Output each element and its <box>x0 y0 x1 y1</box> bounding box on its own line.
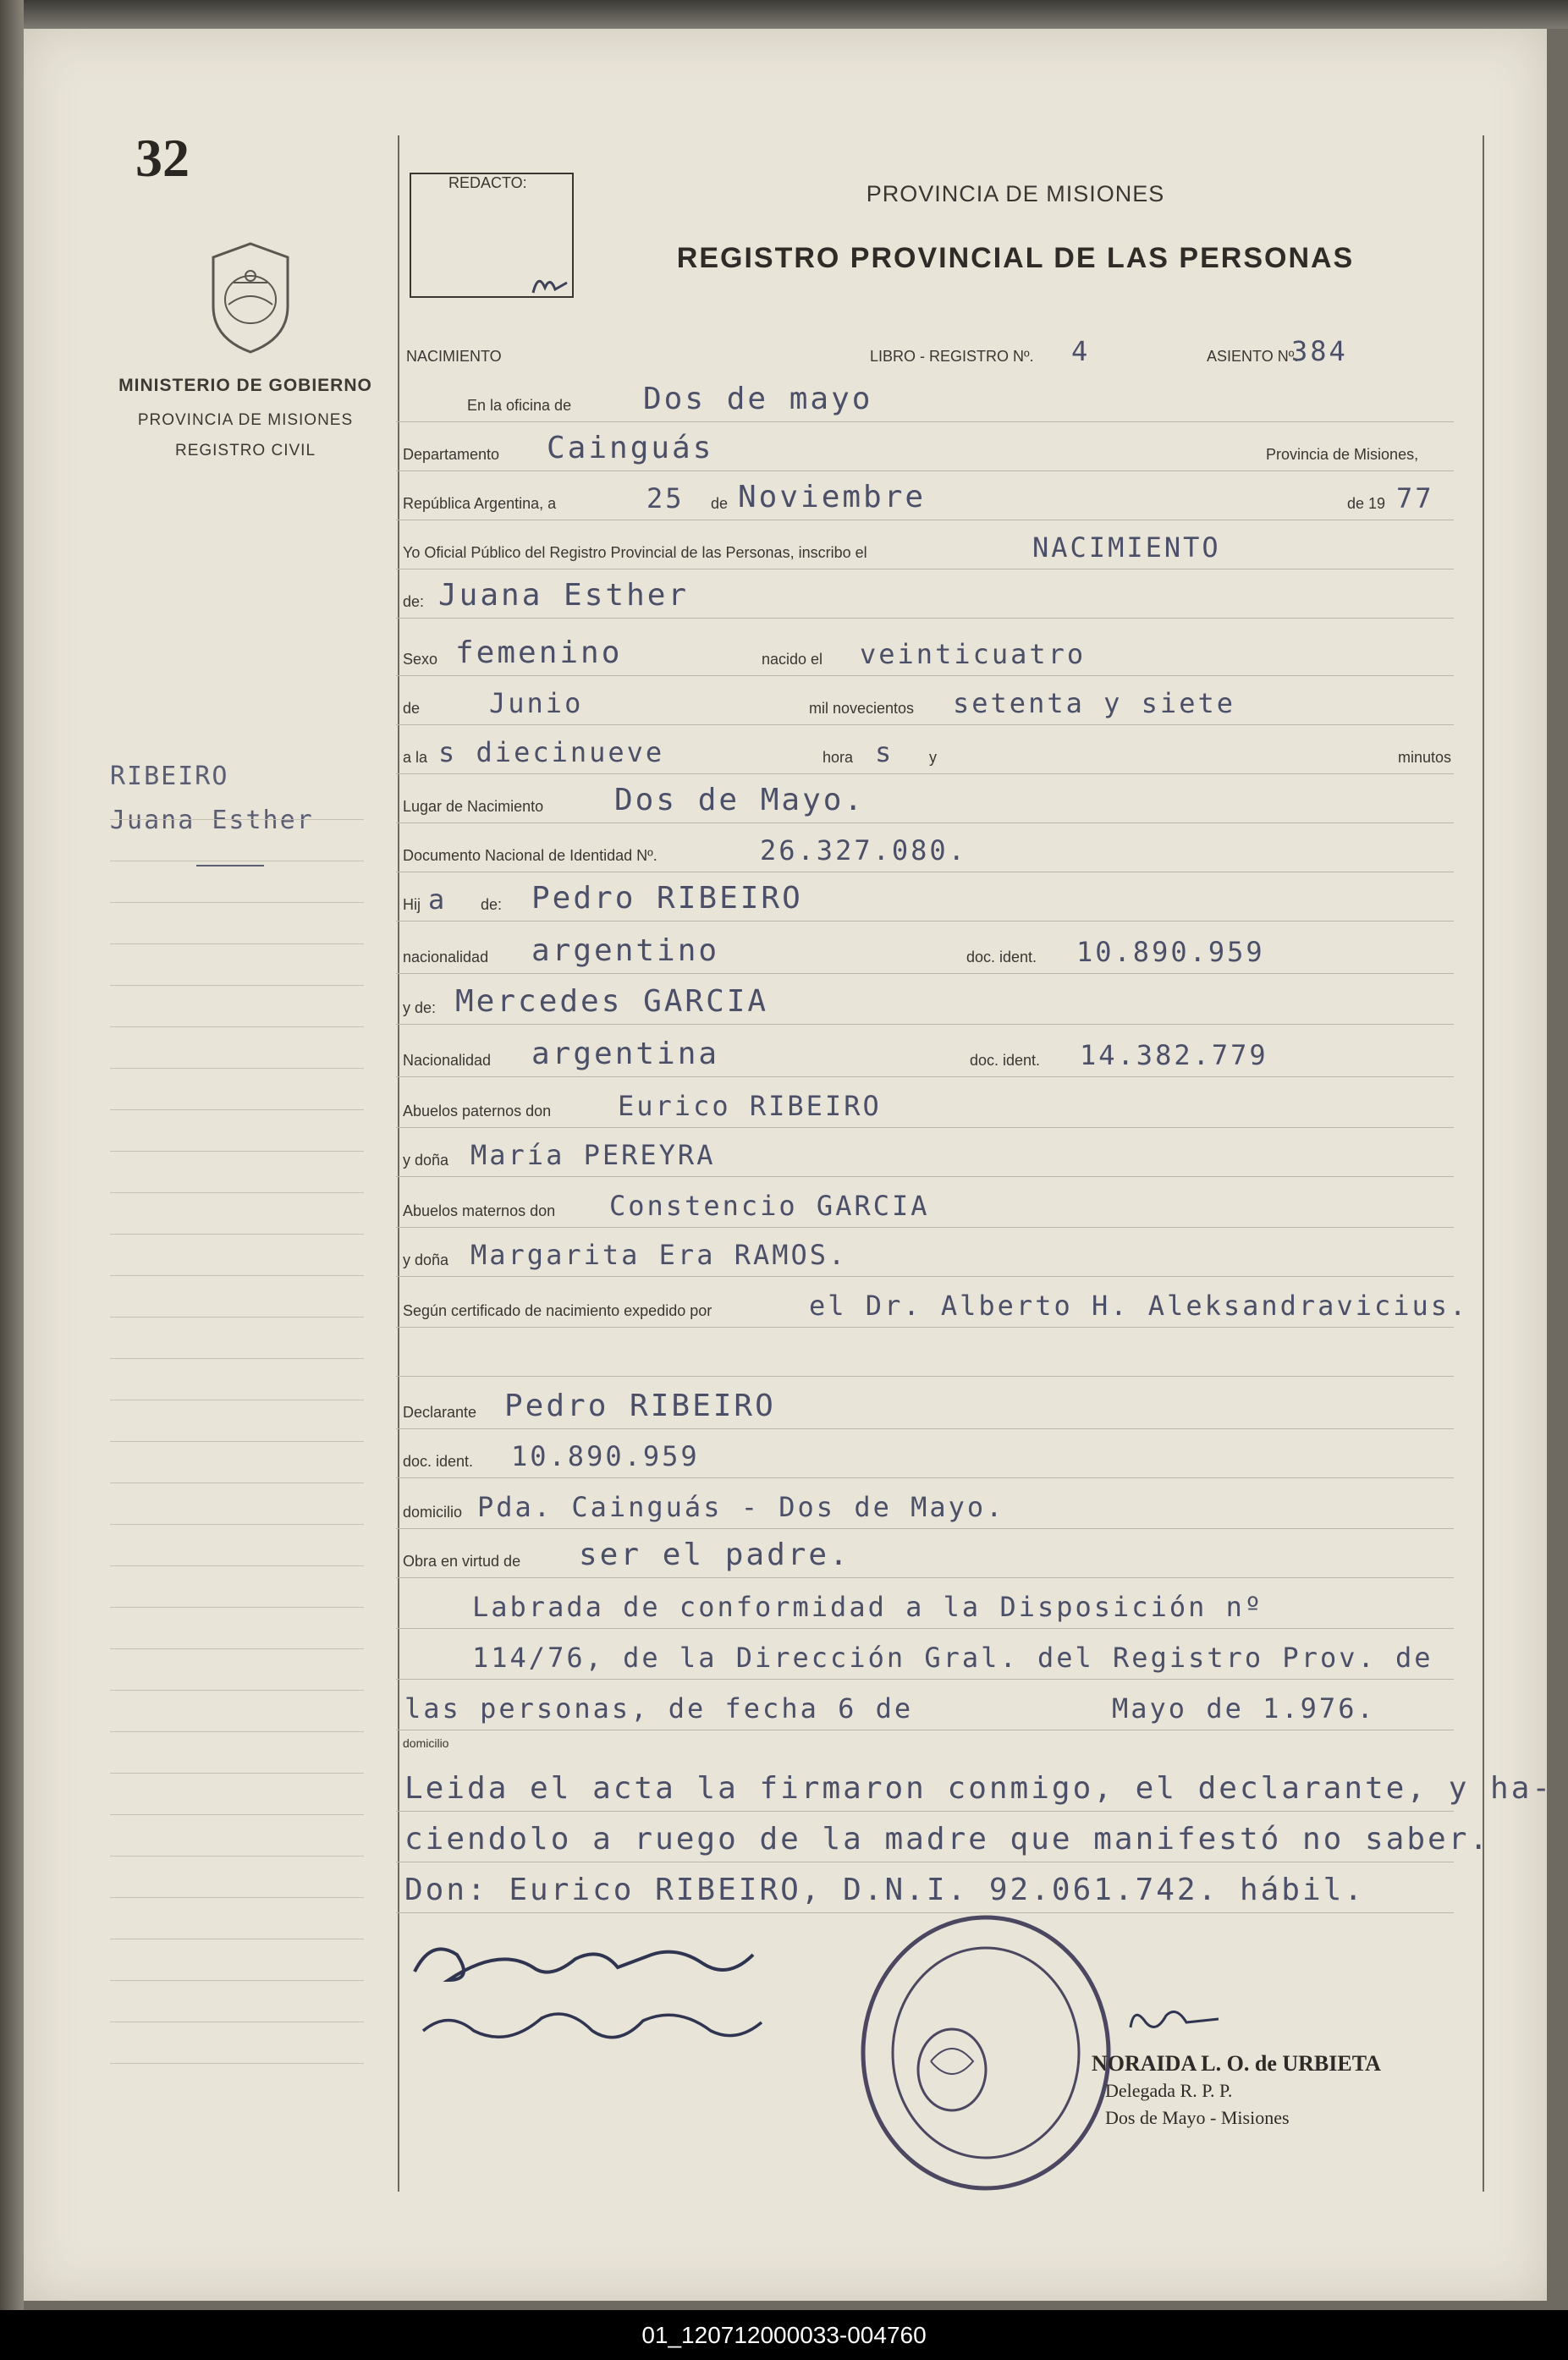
dni-label: Documento Nacional de Identidad Nº. <box>403 847 657 864</box>
asiento-value: 384 <box>1291 335 1348 367</box>
certificado-label: Según certificado de nacimiento expedido por <box>403 1302 712 1319</box>
provincial-seal-icon <box>200 239 301 357</box>
closing-line1: Leida el acta la firmaron conmigo, el declarante, y ha- <box>404 1771 1554 1806</box>
row-departamento <box>396 420 1454 471</box>
row-madre <box>396 973 1454 1025</box>
redacto-initials-icon <box>530 267 572 301</box>
name-label: de: <box>403 593 425 610</box>
alas-label: a la <box>403 749 428 766</box>
nacido-label: nacido el <box>762 651 823 668</box>
margin-note-given: Juana Esther <box>110 806 314 835</box>
nac2-label: Nacionalidad <box>403 1052 492 1069</box>
scan-identifier: 01_120712000033-004760 <box>0 2310 1568 2360</box>
dni-value: 26.327.080. <box>760 834 967 866</box>
year-value: 77 <box>1396 482 1434 514</box>
hora-value: s <box>875 736 894 768</box>
domicilio-value: Pda. Cainguás - Dos de Mayo. <box>477 1491 1005 1523</box>
row-blank <box>396 1325 1454 1377</box>
row-nombre <box>396 567 1454 619</box>
labrada-line3: las personas, de fecha 6 de <box>404 1692 914 1725</box>
doc1-label: doc. ident. <box>966 949 1037 965</box>
row-closing-1 <box>396 1760 1554 1812</box>
row-hora <box>396 723 1454 774</box>
padre-value: Pedro RIBEIRO <box>531 881 803 916</box>
birth-month-value: Junio <box>489 687 584 719</box>
domicilio-label: domicilio <box>403 1504 463 1521</box>
record-type-label: NACIMIENTO <box>406 348 502 365</box>
closing-line3: Don: Eurico RIBEIRO, D.N.I. 92.061.742. hábil. <box>404 1873 1365 1907</box>
dona2-label: y doña <box>403 1252 449 1268</box>
margin-ruled-lines <box>110 778 364 2064</box>
ministry-registry: REGISTRO CIVIL <box>174 442 316 459</box>
row-certificado <box>396 1276 1469 1328</box>
labrada-line2: 114/76, de la Dirección Gral. del Registro Prov. de <box>472 1642 1433 1674</box>
row-libro <box>396 322 1454 372</box>
abuelos-paternos-label: Abuelos paternos don <box>403 1103 552 1119</box>
folio-number: 32 <box>135 128 190 188</box>
doc3-value: 10.890.959 <box>511 1440 700 1472</box>
book-spine <box>0 0 24 2360</box>
inscribo-label: Yo Oficial Público del Registro Provincial de las Personas, inscribo el <box>403 544 867 561</box>
doc3-label: doc. ident. <box>403 1453 474 1470</box>
madre-label: y de: <box>403 999 437 1016</box>
abuelos-paternos-value: Eurico RIBEIRO <box>618 1090 882 1122</box>
row-labrada-1 <box>396 1577 1454 1629</box>
row-declarante <box>396 1378 1454 1429</box>
row-lugar <box>396 772 1454 823</box>
doc1-value: 10.890.959 <box>1076 936 1265 968</box>
abuelos-maternos-value: Constencio GARCIA <box>609 1190 930 1222</box>
oficina-label: En la oficina de <box>467 397 572 414</box>
day-value: 25 <box>646 482 685 514</box>
declarante-label: Declarante <box>403 1404 477 1421</box>
year-label: de 19 <box>1347 495 1386 512</box>
row-inscribo <box>396 518 1454 569</box>
sexo-value: femenino <box>455 635 623 670</box>
dona1-label: y doña <box>403 1152 449 1169</box>
libro-value: 4 <box>1071 335 1091 367</box>
dona2-value: Margarita Era RAMOS. <box>470 1239 848 1271</box>
lugar-label: Lugar de Nacimiento <box>403 798 544 815</box>
row-domicilio2 <box>396 1706 1454 1757</box>
row-obra <box>396 1527 1454 1578</box>
declarante-value: Pedro RIBEIRO <box>504 1389 776 1423</box>
nac1-value: argentino <box>531 933 720 968</box>
row-abuelos-paternos <box>396 1076 1454 1128</box>
row-fecha <box>396 469 1454 520</box>
row-oficina <box>396 371 1454 422</box>
header-registry: REGISTRO PROVINCIAL DE LAS PERSONAS <box>676 242 1355 274</box>
sexo-label: Sexo <box>403 651 438 668</box>
minutos-label: minutos <box>1398 749 1452 766</box>
libro-label: LIBRO - REGISTRO Nº. <box>870 348 1034 365</box>
row-abuela-materna <box>396 1225 1454 1277</box>
doc2-label: doc. ident. <box>970 1052 1041 1069</box>
nac2-value: argentina <box>531 1037 720 1071</box>
oficina-value: Dos de mayo <box>643 382 873 416</box>
month-value: Noviembre <box>738 480 927 514</box>
y-label: y <box>929 749 937 766</box>
closing-line2: ciendolo a ruego de la madre que manifestó no saber. <box>404 1822 1491 1857</box>
labrada-line1: Labrada de conformidad a la Disposición nº <box>472 1591 1264 1623</box>
row-domicilio <box>396 1477 1454 1529</box>
row-closing-2 <box>396 1811 1491 1862</box>
certificado-value: el Dr. Alberto H. Aleksandravicius. <box>809 1290 1469 1322</box>
madre-value: Mercedes GARCIA <box>455 984 769 1019</box>
obra-value: ser el padre. <box>579 1538 850 1572</box>
margin-note-surname: RIBEIRO <box>110 762 229 791</box>
departamento-label: Departamento <box>403 446 500 463</box>
redacto-label: REDACTO: <box>448 174 527 191</box>
de2-label: de <box>403 700 421 717</box>
ministry-province: PROVINCIA DE MISIONES <box>137 411 354 429</box>
ministry-title: MINISTERIO DE GOBIERNO <box>118 376 372 395</box>
row-closing-3 <box>396 1862 1454 1913</box>
mil-label: mil novecientos <box>809 700 915 717</box>
registry-seal-stamp-icon <box>855 1909 1117 2197</box>
header-province: PROVINCIA DE MISIONES <box>866 181 1165 206</box>
row-abuelos-maternos <box>396 1176 1454 1228</box>
de-label: de <box>711 495 729 512</box>
hora-label: hora <box>823 749 854 766</box>
abuelos-maternos-label: Abuelos maternos don <box>403 1202 556 1219</box>
inscribo-value: NACIMIENTO <box>1032 531 1221 564</box>
mil-value: setenta y siete <box>953 687 1235 719</box>
departamento-value: Cainguás <box>547 431 714 465</box>
handwritten-signatures-icon <box>398 1921 787 2065</box>
name-value: Juana Esther <box>438 578 690 613</box>
labrada-line3-end: Mayo de 1.976. <box>1112 1692 1376 1725</box>
row-abuela-paterna <box>396 1125 1454 1177</box>
provincia-label: Provincia de Misiones, <box>1266 446 1419 463</box>
row-doc3 <box>396 1427 1454 1478</box>
official-location: Dos de Mayo - Misiones <box>1105 2107 1290 2128</box>
doc2-value: 14.382.779 <box>1080 1039 1268 1071</box>
dona1-value: María PEREYRA <box>470 1139 716 1171</box>
domicilio2-label: domicilio <box>403 1736 449 1750</box>
official-signature-icon <box>1125 1997 1227 2039</box>
official-title: Delegada R. P. P. <box>1105 2080 1233 2101</box>
obra-label: Obra en virtud de <box>403 1553 521 1570</box>
row-padre <box>396 870 1454 921</box>
row-nac1 <box>396 922 1454 974</box>
nacido-value: veinticuatro <box>860 638 1087 670</box>
nac1-label: nacionalidad <box>403 949 489 965</box>
row-mes <box>396 674 1454 725</box>
republica-label: República Argentina, a <box>403 495 557 512</box>
page-top-edge <box>0 0 1568 29</box>
asiento-label: ASIENTO Nº. <box>1207 348 1299 365</box>
alas-value: s diecinueve <box>438 736 665 768</box>
padre-label: de: <box>481 896 503 913</box>
official-name: NORAIDA L. O. de URBIETA <box>1092 2051 1381 2076</box>
row-nac2 <box>396 1026 1454 1077</box>
hijo-label: Hij <box>403 896 421 913</box>
hijo-value: a <box>428 883 448 916</box>
lugar-value: Dos de Mayo. <box>614 783 866 817</box>
row-dni <box>396 821 1454 872</box>
row-labrada-2 <box>396 1628 1454 1680</box>
row-sexo <box>396 624 1454 676</box>
